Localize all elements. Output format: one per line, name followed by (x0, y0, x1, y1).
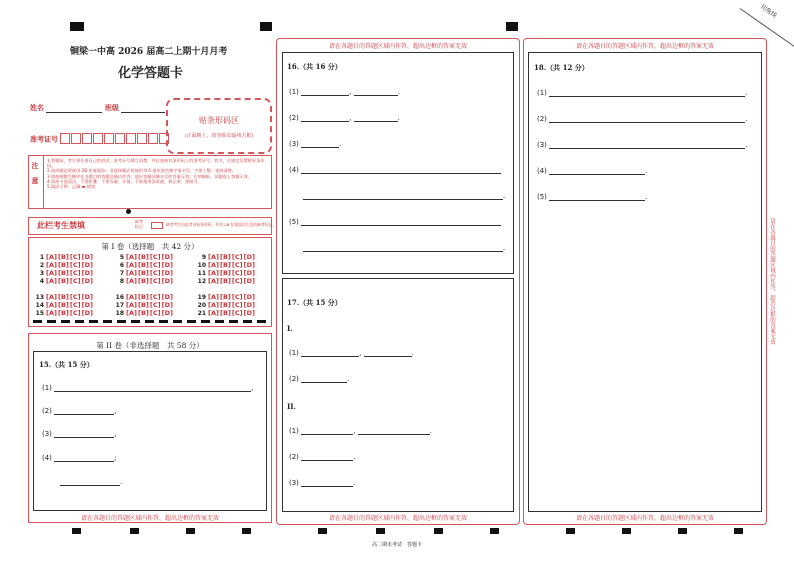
item-number: (2) (289, 453, 299, 461)
name-field[interactable] (46, 105, 102, 113)
answer-blank[interactable] (549, 115, 745, 123)
choice-bubble[interactable]: [A] (208, 269, 219, 277)
q15-item-4: (4) ; (42, 454, 117, 462)
choice-bubble[interactable]: [C] (231, 301, 243, 309)
choice-bubble[interactable]: [B] (57, 301, 69, 309)
alignment-mark (70, 22, 84, 31)
corner-label: 切角线 (759, 3, 778, 20)
missing-checkbox[interactable] (151, 222, 163, 229)
choice-bubble[interactable]: [D] (81, 293, 93, 301)
item-number: (5) (537, 193, 547, 201)
item-number: (3) (289, 140, 299, 148)
answer-blank[interactable] (301, 453, 353, 461)
choice-bubble[interactable]: [C] (149, 293, 161, 301)
choice-bubble[interactable]: [A] (46, 253, 57, 261)
notice-list (47, 158, 269, 189)
choice-bubble[interactable]: [A] (46, 301, 57, 309)
class-label: 班级 (104, 103, 119, 112)
item-number: (2) (42, 407, 52, 415)
q16-title: 16.（共 16 分） (287, 62, 342, 71)
alignment-mark (734, 528, 743, 534)
choice-bubble[interactable]: [C] (149, 261, 161, 269)
choice-bubble[interactable]: [D] (81, 253, 93, 261)
choice-bubble[interactable]: [B] (57, 293, 69, 301)
answer-blank[interactable] (301, 140, 339, 148)
q18-item-2: (2) . (537, 115, 748, 123)
answer-blank[interactable] (301, 349, 359, 357)
part2-box (28, 333, 272, 523)
choice-bubble[interactable]: [A] (208, 253, 219, 261)
item-number: (2) (289, 375, 299, 383)
choice-bubble[interactable]: [A] (208, 261, 219, 269)
notice-label: 注意 (31, 162, 40, 192)
choice-bubble[interactable]: [A] (126, 293, 137, 301)
choice-row (115, 301, 174, 309)
choice-row (197, 277, 256, 285)
question-number: 19 (197, 294, 206, 301)
choice-bubble[interactable]: [D] (161, 261, 173, 269)
choice-row (35, 301, 94, 309)
question-number: 4 (39, 278, 44, 285)
q16-item-5-cont: . (303, 244, 505, 252)
choice-bubble[interactable]: [D] (243, 261, 255, 269)
mark-dot (126, 209, 131, 214)
alignment-mark (260, 22, 272, 31)
question-number: 13 (35, 294, 44, 301)
alignment-mark (506, 22, 518, 31)
answer-blank[interactable] (301, 166, 501, 174)
q18-item-3: (3) . (537, 141, 748, 149)
choice-bubble[interactable]: [C] (231, 277, 243, 285)
choice-bubble[interactable]: [A] (46, 277, 57, 285)
choice-bubble[interactable]: [A] (208, 301, 219, 309)
answer-blank[interactable] (301, 114, 349, 122)
alignment-mark (130, 528, 139, 534)
choice-bubble[interactable]: [A] (126, 253, 137, 261)
item-number: (2) (537, 115, 547, 123)
alignment-mark (242, 528, 251, 534)
question-number: 5 (119, 254, 124, 261)
choice-bubble[interactable]: [C] (231, 261, 243, 269)
notice-box (28, 155, 272, 209)
q15-box (33, 351, 267, 511)
choice-bubble[interactable]: [A] (208, 309, 219, 317)
item-number: (3) (42, 430, 52, 438)
alignment-mark (72, 528, 81, 534)
q17-section-2: II. (287, 402, 296, 411)
q15-title: 15.（共 15 分） (39, 360, 94, 369)
warning-bottom-right: 请在各题目的答题区域内作答，超出边框的答案无效 (575, 515, 714, 522)
question-number: 16 (115, 294, 124, 301)
item-number: (3) (289, 479, 299, 487)
choice-bubble[interactable]: [B] (219, 261, 231, 269)
choice-bubble[interactable]: [D] (243, 277, 255, 285)
alignment-mark (678, 528, 687, 534)
choice-bubble[interactable]: [A] (46, 309, 57, 317)
q16-item-2: (2) , . (289, 114, 400, 122)
q16-item-5 (289, 218, 501, 226)
choice-bubble[interactable]: [D] (81, 309, 93, 317)
q17-1-item-2: (2) . (289, 375, 350, 383)
q15-item-4-cont: . (60, 478, 122, 486)
choice-bubble[interactable]: [C] (149, 301, 161, 309)
item-number: (1) (289, 427, 299, 435)
choice-bubble[interactable]: [B] (219, 253, 231, 261)
choice-bubble[interactable]: [B] (57, 269, 69, 277)
answer-blank[interactable] (364, 349, 412, 357)
question-number: 12 (197, 278, 206, 285)
choice-row (115, 277, 174, 285)
item-number: (4) (289, 166, 299, 174)
item-number: (1) (537, 89, 547, 97)
answer-blank[interactable] (54, 407, 114, 415)
choice-bubble[interactable]: [B] (137, 269, 149, 277)
item-number: (5) (289, 218, 299, 226)
answer-blank[interactable] (301, 427, 353, 435)
answer-blank[interactable] (549, 193, 645, 201)
school-title: 铜梁一中高 2026 届高二上期十月月考 (70, 47, 228, 57)
answer-blank[interactable] (301, 88, 349, 96)
alignment-mark (566, 528, 575, 534)
q17-2-item-1: (1) , . (289, 427, 432, 435)
choice-bubble[interactable]: [B] (57, 277, 69, 285)
item-number: (2) (289, 114, 299, 122)
choice-row (115, 269, 174, 277)
answer-blank[interactable] (54, 430, 114, 438)
choice-bubble[interactable]: [C] (149, 253, 161, 261)
choice-bubble[interactable]: [B] (137, 309, 149, 317)
question-number: 20 (197, 302, 206, 309)
answer-blank[interactable] (303, 192, 503, 200)
choice-row (197, 293, 256, 301)
choice-bubble[interactable]: [D] (243, 309, 255, 317)
q18-item-4: (4) . (537, 167, 648, 175)
question-number: 11 (197, 270, 206, 277)
choice-bubble[interactable]: [D] (161, 253, 173, 261)
choice-bubble[interactable]: [B] (219, 277, 231, 285)
choice-bubble[interactable]: [D] (81, 277, 93, 285)
choice-bubble[interactable]: [B] (57, 253, 69, 261)
item-number: (3) (537, 141, 547, 149)
q17-box (282, 278, 514, 512)
choice-row (197, 261, 256, 269)
choice-bubble[interactable]: [D] (243, 253, 255, 261)
question-number: 17 (115, 302, 124, 309)
class-field[interactable] (121, 105, 165, 113)
choice-bubble[interactable]: [C] (149, 309, 161, 317)
barcode-area (166, 98, 272, 154)
q15-item-3: (3) , (42, 430, 117, 438)
notice-item: 3.请按照题号顺序在各题目的答题区域内作答，超出答题区域书写的答案无效；在草稿纸、试题卷上答题无效。 (47, 173, 252, 179)
alignment-mark (622, 528, 631, 534)
warning-bottom-left: 请在各题目的答题区域内作答，超出边框的答案无效 (80, 515, 219, 522)
q17-2-item-3: (3) . (289, 479, 356, 487)
choice-bubble[interactable]: [D] (161, 277, 173, 285)
choice-bubble[interactable]: [A] (208, 277, 219, 285)
choice-bubble[interactable]: [C] (231, 253, 243, 261)
choice-bubble[interactable]: [C] (231, 309, 243, 317)
card-title: 化学答题卡 (118, 66, 184, 81)
item-number: (4) (42, 454, 52, 462)
choice-bubble[interactable]: [C] (69, 261, 81, 269)
alignment-mark (490, 528, 499, 534)
choice-bubble[interactable]: [D] (161, 301, 173, 309)
answer-blank[interactable] (549, 89, 745, 97)
choice-bubble[interactable]: [B] (137, 301, 149, 309)
choice-bubble[interactable]: [B] (219, 309, 231, 317)
notice-item: 5.填涂示例：正确 ▬ 错误 (47, 184, 96, 190)
forbidden-label: 此栏考生禁填 (37, 220, 85, 230)
answer-blank[interactable] (549, 167, 645, 175)
name-label: 姓名 (30, 103, 44, 112)
choice-row (115, 293, 174, 301)
choice-bubble[interactable]: [C] (231, 269, 243, 277)
choice-bubble[interactable]: [A] (46, 269, 57, 277)
choice-bubble[interactable]: [B] (57, 261, 69, 269)
barcode-note: (正面朝上，切勿贴出虚线方框) (184, 133, 254, 139)
choice-bubble[interactable]: [C] (69, 309, 81, 317)
forbidden-box (28, 217, 277, 235)
choice-bubble[interactable]: [D] (81, 261, 93, 269)
alignment-mark (186, 528, 195, 534)
choice-bubble[interactable]: [C] (69, 277, 81, 285)
footer-text: 高二期末考试 答题卡 (371, 542, 422, 548)
notice-item: 1.答题前，考生须先将自己的姓名、准考证号填写清楚，并认真核对条形码上的准考证号、姓名，在规定位置贴好条形码。 (47, 158, 265, 169)
q16-box (282, 52, 514, 274)
q18-title: 18.（共 12 分） (534, 63, 589, 72)
warning-top-middle: 请在各题目的答题区域内作答，超出边框的答案无效 (328, 43, 467, 50)
answer-blank[interactable] (54, 384, 251, 392)
q15-item-1: (1) , (42, 384, 254, 392)
warning-bottom-middle: 请在各题目的答题区域内作答，超出边框的答案无效 (328, 515, 467, 522)
q17-title: 17.（共 15 分） (287, 298, 342, 307)
barcode-title: 贴条形码区 (199, 116, 239, 125)
choice-bubble[interactable]: [A] (208, 293, 219, 301)
choice-bubble[interactable]: [D] (243, 301, 255, 309)
choice-row (197, 301, 256, 309)
choice-row (35, 309, 94, 317)
q16-item-4 (289, 166, 501, 174)
choice-row (115, 261, 174, 269)
alignment-mark (376, 528, 385, 534)
question-number: 2 (39, 262, 44, 269)
q16-item-4-cont: . (303, 192, 505, 200)
choice-bubble[interactable]: [C] (69, 301, 81, 309)
choice-bubble[interactable]: [A] (126, 309, 137, 317)
choice-bubble[interactable]: [D] (161, 309, 173, 317)
part1-title: 第 I 卷（选择题 共 42 分） (101, 242, 199, 251)
notice-divider (43, 156, 44, 208)
choice-bubble[interactable]: [B] (219, 293, 231, 301)
answer-blank[interactable] (358, 427, 430, 435)
q15-item-2: (2) , (42, 407, 117, 415)
warning-top-right: 请在各题目的答题区域内作答，超出边框的答案无效 (575, 43, 714, 50)
exam-no-boxes[interactable] (60, 133, 170, 146)
answer-blank[interactable] (54, 454, 114, 462)
question-number: 10 (197, 262, 206, 269)
choice-bubble[interactable]: [C] (69, 269, 81, 277)
missing-label: 缺考标记 (135, 219, 143, 229)
choice-bubble[interactable]: [B] (137, 277, 149, 285)
q18-item-5: (5) . (537, 193, 648, 201)
choice-bubble[interactable]: [B] (137, 293, 149, 301)
question-number: 7 (119, 270, 124, 277)
exam-no-row (30, 133, 170, 146)
item-number: (1) (289, 349, 299, 357)
question-number: 6 (119, 262, 124, 269)
choice-row (115, 253, 174, 261)
choice-bubble[interactable]: [C] (149, 269, 161, 277)
choice-bubble[interactable]: [B] (57, 309, 69, 317)
alignment-mark (434, 528, 443, 534)
choice-row (35, 269, 94, 277)
choice-bubble[interactable]: [C] (231, 293, 243, 301)
question-number: 8 (119, 278, 124, 285)
choice-bubble[interactable]: [B] (219, 269, 231, 277)
item-number: (1) (42, 384, 52, 392)
item-number: (1) (289, 88, 299, 96)
choice-row (197, 309, 256, 317)
choice-bubble[interactable]: [C] (69, 293, 81, 301)
choice-bubble[interactable]: [A] (126, 301, 137, 309)
choice-bubble[interactable]: [B] (137, 253, 149, 261)
notice-item: 2.选择题必须使用 2B 铅笔填涂；非选择题必须使用 0.5 毫米黑色签字笔书写，字体工整、笔迹清楚。 (47, 168, 237, 174)
notice-item: 4.保持卡面清洁，不要折叠、不要弄破、弄皱，不准使用涂改液、修正带、刮纸刀。 (47, 178, 202, 184)
question-number: 3 (39, 270, 44, 277)
question-number: 9 (201, 254, 206, 261)
choice-bubble[interactable]: [D] (81, 301, 93, 309)
question-number: 21 (197, 310, 206, 317)
answer-blank[interactable] (301, 375, 347, 383)
answer-blank[interactable] (354, 88, 398, 96)
choice-row (197, 253, 256, 261)
answer-blank[interactable] (301, 218, 501, 226)
choice-bubble[interactable]: [D] (243, 293, 255, 301)
choice-row (35, 277, 94, 285)
choice-bubble[interactable]: [B] (137, 261, 149, 269)
q17-1-item-1: (1) , . (289, 349, 414, 357)
alignment-mark (318, 528, 327, 534)
q17-section-1: I. (287, 324, 293, 333)
q18-box (528, 52, 762, 512)
choice-bubble[interactable]: [A] (46, 293, 57, 301)
question-number: 15 (35, 310, 44, 317)
choice-bubble[interactable]: [A] (126, 269, 137, 277)
q18-item-1: (1) . (537, 89, 748, 97)
choice-bubble[interactable]: [D] (161, 293, 173, 301)
choice-bubble[interactable]: [B] (219, 301, 231, 309)
answer-blank[interactable] (301, 479, 353, 487)
choice-row (35, 293, 94, 301)
missing-note: 缺考考生由监考员贴条形码，并用 2B 铅笔填涂左边的缺考标记。 (166, 222, 277, 227)
name-row (30, 103, 165, 113)
choice-bubble[interactable]: [D] (81, 269, 93, 277)
q16-item-3: (3) . (289, 140, 342, 148)
choice-bubble[interactable]: [C] (69, 253, 81, 261)
q16-item-1: (1) , . (289, 88, 400, 96)
side-warning: 请在各题目的答题区域内作答，超出边框的答案无效 (769, 218, 775, 345)
q17-2-item-2: (2) . (289, 453, 356, 461)
exam-no-label: 准考证号 (30, 134, 58, 144)
answer-blank[interactable] (354, 114, 398, 122)
question-number: 1 (39, 254, 44, 261)
answer-blank[interactable] (60, 478, 120, 486)
part2-title: 第 II 卷（非选择题 共 58 分） (96, 341, 204, 350)
choice-row (115, 309, 174, 317)
choice-bubble[interactable]: [D] (161, 269, 173, 277)
choice-bubble[interactable]: [A] (46, 261, 57, 269)
answer-blank[interactable] (549, 141, 745, 149)
question-number: 18 (115, 310, 124, 317)
choice-row (35, 261, 94, 269)
choice-row (35, 253, 94, 261)
item-number: (4) (537, 167, 547, 175)
choice-bubble[interactable]: [C] (149, 277, 161, 285)
timing-marks (33, 320, 267, 323)
question-number: 14 (35, 302, 44, 309)
part1-box (28, 237, 272, 327)
choice-row (197, 269, 256, 277)
choice-bubble[interactable]: [D] (243, 269, 255, 277)
answer-blank[interactable] (303, 244, 503, 252)
choice-bubble[interactable]: [A] (126, 261, 137, 269)
choice-bubble[interactable]: [A] (126, 277, 137, 285)
